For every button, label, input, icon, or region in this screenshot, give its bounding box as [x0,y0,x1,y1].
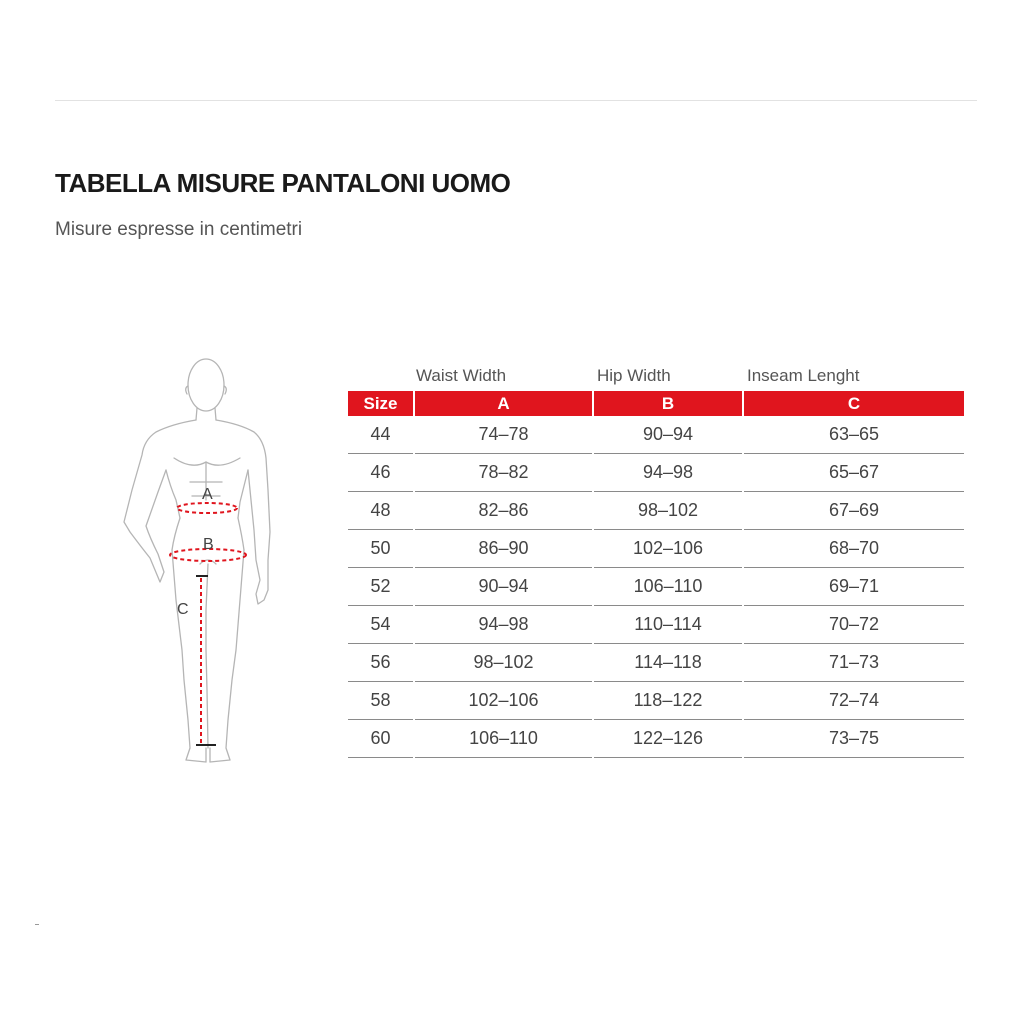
size-cell: 60 [348,720,413,758]
size-cell: 48 [348,492,413,530]
inseam-cell: 67–69 [744,492,964,530]
waist-measure-line [177,503,237,513]
waist-cell: 82–86 [415,492,592,530]
size-cell: 58 [348,682,413,720]
header-b: B [594,391,742,416]
waist-cell: 86–90 [415,530,592,568]
size-cell: 52 [348,568,413,606]
waist-cell: 106–110 [415,720,592,758]
inseam-cell: 72–74 [744,682,964,720]
hip-cell: 90–94 [594,416,742,454]
top-divider [55,100,977,101]
table-row [348,606,964,644]
label-c: C [177,601,189,618]
inseam-cell: 69–71 [744,568,964,606]
header-c: C [744,391,964,416]
inseam-cell: 68–70 [744,530,964,568]
page-title: TABELLA MISURE PANTALONI UOMO [55,168,511,198]
table-row [348,530,964,568]
waist-cell: 78–82 [415,454,592,492]
hip-cell: 98–102 [594,492,742,530]
inseam-cell: 73–75 [744,720,964,758]
waist-cell: 102–106 [415,682,592,720]
hip-cell: 118–122 [594,682,742,720]
size-cell: 54 [348,606,413,644]
table-body [348,416,964,758]
group-header-hip: Hip Width [597,366,671,385]
hip-cell: 102–106 [594,530,742,568]
table-row [348,454,964,492]
size-cell: 50 [348,530,413,568]
inseam-cell: 71–73 [744,644,964,682]
label-b: B [203,536,214,553]
inseam-cell: 65–67 [744,454,964,492]
hip-cell: 106–110 [594,568,742,606]
size-table [348,391,964,758]
label-a: A [202,486,213,503]
body-measurement-figure [100,350,285,770]
hip-cell: 94–98 [594,454,742,492]
table-row [348,644,964,682]
inseam-cell: 70–72 [744,606,964,644]
table-row [348,682,964,720]
hip-cell: 114–118 [594,644,742,682]
size-cell: 44 [348,416,413,454]
header-a: A [415,391,592,416]
table-row [348,416,964,454]
waist-cell: 98–102 [415,644,592,682]
stray-mark [35,924,39,925]
inseam-cell: 63–65 [744,416,964,454]
hip-cell: 110–114 [594,606,742,644]
table-row [348,720,964,758]
group-header-inseam: Inseam Lenght [747,366,860,385]
table-row [348,568,964,606]
hip-cell: 122–126 [594,720,742,758]
group-header-waist: Waist Width [416,366,507,385]
waist-cell: 90–94 [415,568,592,606]
table-header-row [348,391,964,416]
table-row [348,492,964,530]
size-cell: 46 [348,454,413,492]
waist-cell: 94–98 [415,606,592,644]
page-subtitle: Misure espresse in centimetri [55,219,303,240]
header-size: Size [348,391,413,416]
size-cell: 56 [348,644,413,682]
waist-cell: 74–78 [415,416,592,454]
